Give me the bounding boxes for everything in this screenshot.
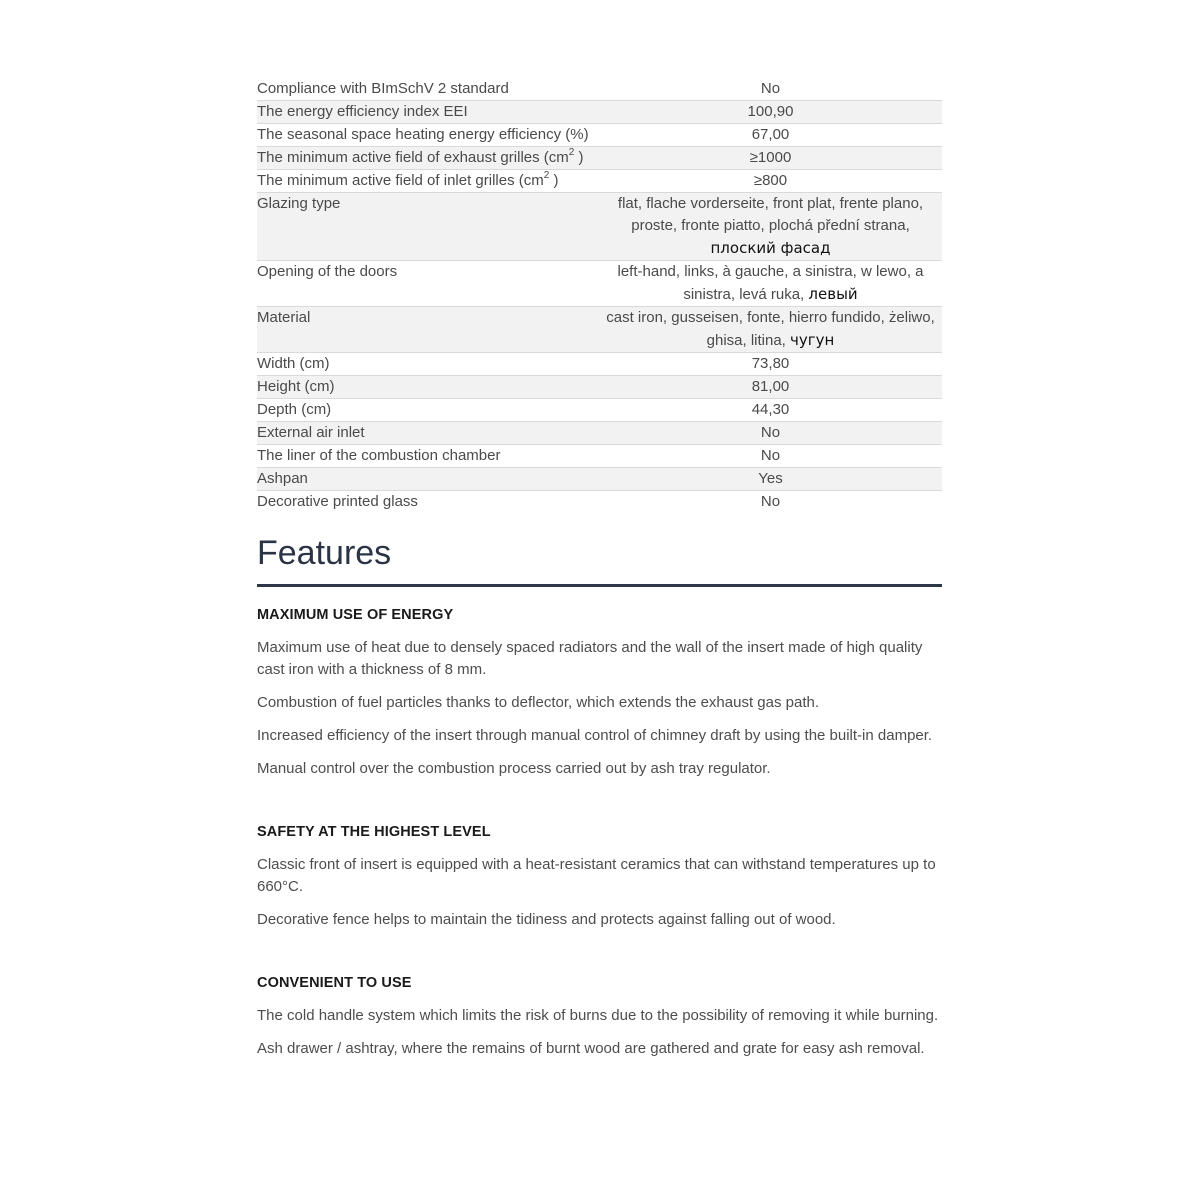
spec-value: 73,80 xyxy=(599,353,942,376)
feature-paragraph: Classic front of insert is equipped with a heat-resistant ceramics that can withstand temperatures up to 660°C. xyxy=(257,856,936,895)
table-row xyxy=(257,78,942,101)
spec-value: 44,30 xyxy=(599,399,942,422)
feature-paragraph: Maximum use of heat due to densely spaced radiators and the wall of the insert made of high quality cast iron with a thickness of 8 mm. xyxy=(257,639,923,678)
spec-value: 67,00 xyxy=(599,124,942,147)
section-heading: SAFETY AT THE HIGHEST LEVEL xyxy=(257,824,491,840)
section-heading: MAXIMUM USE OF ENERGY xyxy=(257,607,454,623)
spec-label: Height (cm) xyxy=(257,376,599,399)
spec-label: Decorative printed glass xyxy=(257,493,418,510)
spec-value: No xyxy=(599,445,942,468)
table-row xyxy=(257,170,942,193)
superscript-2: 2 xyxy=(543,170,550,181)
spec-value: cast iron, gusseisen, fonte, hierro fundido, żeliwo, ghisa, litina, чугун xyxy=(599,307,942,353)
spec-value: ≥1000 xyxy=(599,147,942,170)
spec-value: No xyxy=(599,78,942,101)
spec-label: Ashpan xyxy=(257,468,599,491)
feature-paragraph: Ash drawer / ashtray, where the remains of burnt wood are gathered and grate for easy ash removal. xyxy=(257,1040,925,1057)
section-heading: CONVENIENT TO USE xyxy=(257,975,412,991)
spec-label: The minimum active field of inlet grilles ($cm^2$ ) xyxy=(257,170,599,193)
table-row xyxy=(257,101,942,124)
spec-label: External air inlet xyxy=(257,422,599,445)
table-row xyxy=(257,445,942,468)
feature-paragraph: Manual control over the combustion process carried out by ash tray regulator. xyxy=(257,760,771,777)
specifications-table xyxy=(257,78,942,513)
spec-label: Glazing type xyxy=(257,193,599,261)
spec-value: ≥800 xyxy=(599,170,942,193)
spec-label: The energy efficiency index EEI xyxy=(257,101,599,124)
table-row xyxy=(257,468,942,491)
spec-value-cyrillic: плоский фасад xyxy=(710,239,831,257)
spec-value: No xyxy=(760,493,781,510)
spec-value-cyrillic: чугун xyxy=(790,331,835,349)
table-row xyxy=(257,399,942,422)
table-row xyxy=(257,491,942,514)
spec-label: The seasonal space heating energy efficiency (%) xyxy=(257,124,599,147)
spec-value: 100,90 xyxy=(599,101,942,124)
spec-value: Yes xyxy=(599,468,942,491)
feature-paragraph: The cold handle system which limits the risk of burns due to the possibility of removing it while burning. xyxy=(257,1007,939,1024)
superscript-2: 2 xyxy=(568,147,575,158)
feature-paragraph: Increased efficiency of the insert through manual control of chimney draft by using the built-in damper. xyxy=(257,727,933,744)
feature-paragraph: Combustion of fuel particles thanks to deflector, which extends the exhaust gas path. xyxy=(257,694,819,711)
table-row xyxy=(257,353,942,376)
spec-label: The liner of the combustion chamber xyxy=(257,445,599,468)
spec-label: Compliance with BImSchV 2 standard xyxy=(257,78,599,101)
spec-value: flat, flache vorderseite, front plat, frente plano, proste, fronte piatto, plochá přední strana, плоский фасад xyxy=(599,193,942,261)
table-row xyxy=(257,376,942,399)
table-row xyxy=(257,147,942,170)
page-content xyxy=(257,78,942,1071)
features-divider xyxy=(257,584,942,587)
feature-section-energy xyxy=(257,605,942,780)
spec-value: No xyxy=(599,422,942,445)
features-title: Features xyxy=(257,534,392,572)
spec-value: left-hand, links, à gauche, a sinistra, w lewo, a sinistra, levá ruka, левый xyxy=(599,261,942,307)
feature-paragraph: Decorative fence helps to maintain the tidiness and protects against falling out of wood. xyxy=(257,911,836,928)
table-row xyxy=(257,422,942,445)
table-row xyxy=(257,124,942,147)
spec-label: The minimum active field of exhaust grilles ($cm^2$ ) xyxy=(257,147,599,170)
spec-label: Width (cm) xyxy=(257,353,599,376)
spec-label: Opening of the doors xyxy=(257,261,599,307)
table-row xyxy=(257,261,942,307)
feature-section-convenience xyxy=(257,973,942,1060)
feature-section-safety xyxy=(257,822,942,931)
spec-label: Material xyxy=(257,307,599,353)
spec-value: 81,00 xyxy=(599,376,942,399)
table-row xyxy=(257,307,942,353)
spec-label: Depth (cm) xyxy=(257,399,599,422)
table-row xyxy=(257,193,942,261)
spec-value-cyrillic: левый xyxy=(808,285,858,303)
